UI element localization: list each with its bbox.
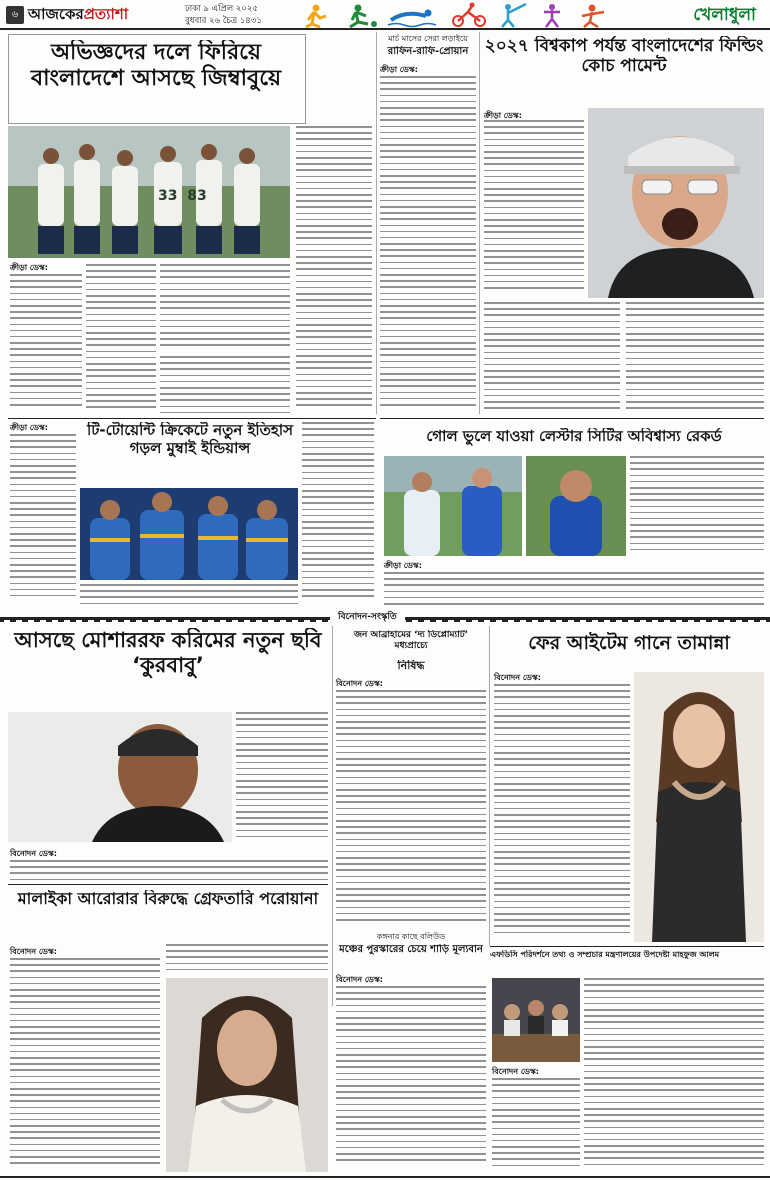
film-hole xyxy=(232,620,238,622)
film-hole xyxy=(172,620,178,622)
film-hole xyxy=(616,620,622,622)
tamanna-photo xyxy=(634,672,764,942)
cyclist-icon xyxy=(453,3,485,27)
sports-icons-strip xyxy=(296,2,676,28)
film-hole xyxy=(580,620,586,622)
diplomat-lead: বিনোদন ডেস্ক: xyxy=(336,679,383,688)
brand-part-b: প্রত্যাশা xyxy=(83,5,129,23)
malaika-text-col2 xyxy=(166,944,328,974)
date-line xyxy=(185,3,262,27)
diplomat-headline: নিষিদ্ধ xyxy=(397,660,425,672)
film-hole xyxy=(76,620,82,622)
film-hole xyxy=(424,620,430,622)
coach-lead: ক্রীড়া ডেস্ক: xyxy=(484,111,522,120)
cricket-players-illustration xyxy=(8,126,290,258)
date-bengali: বুধবার ২৬ চৈত্র ১৪৩১ xyxy=(185,16,262,26)
film-hole xyxy=(136,620,142,622)
film-hole xyxy=(712,620,718,622)
kangana-headline: মঞ্চের পুরস্কারের চেয়ে শাড়ি মূল্যবান xyxy=(339,944,483,955)
coach-text-col3 xyxy=(626,302,764,414)
masthead-brand xyxy=(28,3,128,28)
sports-row-rule xyxy=(8,418,376,419)
leicester-photo-2 xyxy=(526,456,626,556)
film-hole xyxy=(208,620,214,622)
mahfuz-text-left xyxy=(492,1078,580,1172)
madrid-headline: রাফিন-রাফি-প্রোয়ান xyxy=(387,46,469,57)
film-hole xyxy=(244,620,250,622)
film-hole xyxy=(748,620,754,622)
film-hole xyxy=(160,620,166,622)
film-hole xyxy=(52,620,58,622)
film-hole xyxy=(112,620,118,622)
malaika-text-col1 xyxy=(10,958,160,1172)
zimbabwe-text-left-a xyxy=(160,264,290,354)
diplomat-kicker: জন আব্রাহামের ‘দ্য ডিপ্লোম্যাট’ মধ্যপ্রাচ্যে xyxy=(353,630,469,651)
mahfuz-banner: এফডিসি পরিদর্শনে তথ্য ও সম্প্রচার মন্ত্রণালয়ের উপদেষ্টা মাহফুজ আলম xyxy=(490,950,720,959)
film-hole xyxy=(316,620,322,622)
film-hole xyxy=(604,620,610,622)
film-hole xyxy=(100,620,106,622)
film-hole xyxy=(448,620,454,622)
leicester-top-rule xyxy=(380,418,764,419)
ent-column-rule-2 xyxy=(489,626,490,946)
page-number: ৬ xyxy=(6,6,24,24)
film-hole xyxy=(28,620,34,622)
film-hole xyxy=(508,620,514,622)
film-hole xyxy=(532,620,538,622)
leicester-player-closeup-illustration xyxy=(526,456,626,556)
gymnast-icon xyxy=(544,4,560,27)
ent-column-rule-1 xyxy=(332,626,333,1006)
film-hole xyxy=(88,620,94,622)
tamanna-portrait-illustration xyxy=(634,672,764,942)
madrid-kicker: মার্চ মাসের সেরা লড়াইয়ে xyxy=(388,34,468,43)
tamanna-headline: ফের আইটেম গানে তামান্না xyxy=(528,632,730,654)
zimbabwe-team-photo xyxy=(8,126,290,258)
malaika-headline: মালাইকা আরোরার বিরুদ্ধে গ্রেফতারি পরোয়ানা xyxy=(17,890,319,908)
film-hole xyxy=(736,620,742,622)
jersey-numbers: 33 83 xyxy=(158,188,207,204)
entertainment-section-label: বিনোদন-সংস্কৃতি xyxy=(330,611,405,623)
mumbai-headline: টি-টোয়েন্টি ক্রিকেটে নতুন ইতিহাস গড়ল মুম্বাই ইন্ডিয়ান্স xyxy=(86,422,294,457)
film-hole xyxy=(196,620,202,622)
madrid-text xyxy=(380,76,476,416)
film-hole xyxy=(256,620,262,622)
tamanna-text-left xyxy=(494,684,630,940)
leicester-text-bottom xyxy=(384,572,764,608)
fdc-meeting-illustration xyxy=(492,978,580,1062)
cricketer-icon xyxy=(502,4,526,27)
leicester-players-illustration xyxy=(384,456,522,556)
header-rule xyxy=(0,28,770,30)
date-gregorian: ঢাকা ৯ এপ্রিল ২০২৫ xyxy=(185,4,258,14)
brand-part-a: আজকের xyxy=(28,5,84,23)
mahfuz-text-right xyxy=(584,978,764,1172)
mosharraf-lead: বিনোদন ডেস্ক: xyxy=(10,849,57,858)
fdc-visit-photo xyxy=(492,978,580,1062)
malaika-top-rule xyxy=(8,884,328,885)
film-hole xyxy=(40,620,46,622)
boxer-icon xyxy=(582,5,604,28)
mosharraf-headline: আসছে মোশাররফ করিমের নতুন ছবি ‘কুরবাবু’ xyxy=(14,628,322,677)
swimmer-icon xyxy=(388,10,436,27)
film-hole xyxy=(460,620,466,622)
mumbai-text-col3 xyxy=(302,422,374,606)
column-rule-1 xyxy=(376,32,377,414)
film-hole xyxy=(148,620,154,622)
film-hole xyxy=(292,620,298,622)
film-hole xyxy=(700,620,706,622)
mosharraf-portrait-illustration xyxy=(8,712,232,842)
film-hole xyxy=(220,620,226,622)
film-hole xyxy=(544,620,550,622)
zimbabwe-headline: অভিজ্ঞদের দলে ফিরিয়ে বাংলাদেশে আসছে জিম্বাবুয়ে xyxy=(30,40,282,91)
film-hole xyxy=(724,620,730,622)
tamanna-lead: বিনোদন ডেস্ক: xyxy=(494,673,541,682)
film-hole xyxy=(184,620,190,622)
kangana-kicker: কঙ্গনার কাছে বলিউড xyxy=(376,932,446,941)
runner-icon xyxy=(306,5,326,28)
kangana-lead: বিনোদন ডেস্ক: xyxy=(336,975,383,984)
film-hole xyxy=(496,620,502,622)
film-hole xyxy=(520,620,526,622)
footballer-icon xyxy=(350,5,377,28)
zimbabwe-lead: ক্রীড়া ডেস্ক: xyxy=(10,263,48,272)
mumbai-text-col1 xyxy=(10,434,76,606)
zimbabwe-text-col2 xyxy=(86,264,156,416)
mosharraf-text-bottom xyxy=(10,860,328,882)
film-hole xyxy=(676,620,682,622)
mumbai-lead: ক্রীড়া ডেস্ক: xyxy=(10,423,48,432)
zimbabwe-text-col4 xyxy=(296,126,372,416)
leicester-lead: ক্রীড়া ডেস্ক: xyxy=(384,561,422,570)
leicester-photo xyxy=(384,456,522,556)
diplomat-text xyxy=(336,690,486,928)
film-hole xyxy=(664,620,670,622)
film-hole xyxy=(652,620,658,622)
film-hole xyxy=(760,620,766,622)
leicester-headline: গোল ভুলে যাওয়া লেস্টার সিটির অবিশ্বাস্য রেকর্ড xyxy=(426,428,722,445)
coach-photo xyxy=(588,108,764,298)
film-hole xyxy=(304,620,310,622)
film-hole xyxy=(436,620,442,622)
mosharraf-photo xyxy=(8,712,232,842)
mumbai-players-illustration xyxy=(80,488,298,580)
mahfuz-top-rule xyxy=(490,946,764,947)
film-hole xyxy=(592,620,598,622)
film-hole xyxy=(484,620,490,622)
film-hole xyxy=(4,620,10,622)
malaika-lead: বিনোদন ডেস্ক: xyxy=(10,947,57,956)
coach-text-col2 xyxy=(484,302,620,414)
section-title: খেলাধুলা xyxy=(693,5,756,25)
coach-headline: ২০২৭ বিশ্বকাপ পর্যন্ত বাংলাদেশের ফিল্ডিং কোচ পামেন্ট xyxy=(484,36,764,77)
film-hole xyxy=(568,620,574,622)
zimbabwe-text-col1 xyxy=(10,274,82,416)
leicester-text-right xyxy=(630,456,764,556)
film-hole xyxy=(556,620,562,622)
film-hole xyxy=(16,620,22,622)
film-hole xyxy=(472,620,478,622)
zimbabwe-text-col3 xyxy=(160,356,290,416)
film-hole xyxy=(64,620,70,622)
kangana-text xyxy=(336,986,486,1172)
mumbai-team-photo xyxy=(80,488,298,580)
mosharraf-text-col2 xyxy=(236,712,328,844)
film-hole xyxy=(124,620,130,622)
mahfuz-lead: বিনোদন ডেস্ক: xyxy=(492,1067,539,1076)
film-hole xyxy=(280,620,286,622)
malaika-portrait-illustration xyxy=(166,978,328,1172)
film-hole xyxy=(412,620,418,622)
mumbai-caption-lines xyxy=(80,584,298,606)
madrid-lead: ক্রীড়া ডেস্ক: xyxy=(380,65,418,74)
film-hole xyxy=(268,620,274,622)
film-hole xyxy=(628,620,634,622)
column-rule-2 xyxy=(479,32,480,414)
film-hole xyxy=(688,620,694,622)
malaika-photo xyxy=(166,978,328,1172)
coach-text-col1 xyxy=(484,120,584,298)
coach-portrait-illustration xyxy=(588,108,764,298)
film-hole xyxy=(640,620,646,622)
footer-rule xyxy=(0,1176,770,1178)
